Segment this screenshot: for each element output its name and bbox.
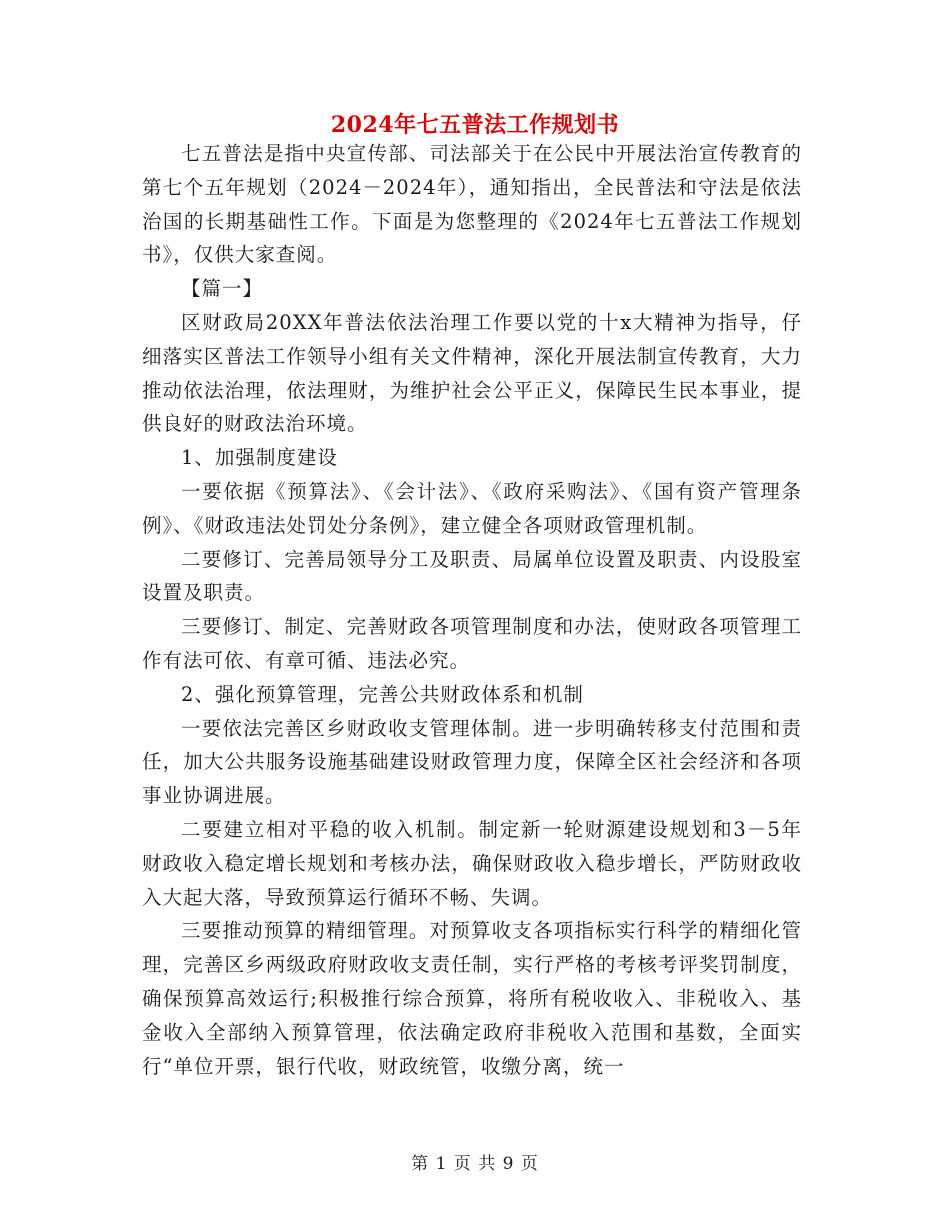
section-heading: 2、强化预算管理，完善公共财政体系和机制 xyxy=(181,682,584,706)
document-body xyxy=(142,137,802,1083)
body-paragraph: 一要依据《预算法》、《会计法》、《政府采购法》、《国有资产管理条例》、《财政违法处罚处分条例》，建立健全各项财政管理机制。 xyxy=(142,479,802,537)
body-paragraph: 三要推动预算的精细管理。对预算收支各项指标实行科学的精细化管理，完善区乡两级政府财政收支责任制，实行严格的考核考评奖罚制度，确保预算高效运行;积极推行综合预算，将所有税收收入、非税收入、基金收入全部纳入预算管理，依法确定政府非税收入范围和基数，全面实行“单位开票，银行代收，财政统管，收缴分离，统一 xyxy=(142,919,802,1078)
document-title: 2024年七五普法工作规划书 xyxy=(330,112,620,138)
body-paragraph: 一要依法完善区乡财政收支管理体制。进一步明确转移支付范围和责任，加大公共服务设施基础建设财政管理力度，保障全区社会经济和各项事业协调进展。 xyxy=(142,716,802,808)
body-paragraph: 三要修订、制定、完善财政各项管理制度和办法，使财政各项管理工作有法可依、有章可循、违法必究。 xyxy=(142,615,802,672)
body-paragraph: 区财政局20XX年普法依法治理工作要以党的十x大精神为指导，仔细落实区普法工作领导小组有关文件精神，深化开展法制宣传教育，大力推动依法治理，依法理财，为维护社会公平正义，保障民生民本事业，提供良好的财政法治环境。 xyxy=(142,310,802,436)
body-paragraph: 二要建立相对平稳的收入机制。制定新一轮财源建设规划和3－5年财政收入稳定增长规划和考核办法，确保财政收入稳步增长，严防财政收入大起大落，导致预算运行循环不畅、失调。 xyxy=(142,817,802,909)
page-number-footer: 第 1 页 共 9 页 xyxy=(411,1154,539,1174)
body-paragraph: 二要修订、完善局领导分工及职责、局属单位设置及职责、内设股室设置及职责。 xyxy=(142,547,802,605)
section-heading: 1、加强制度建设 xyxy=(181,446,338,470)
section-heading-part-one: 【篇一】 xyxy=(181,277,264,301)
intro-paragraph: 七五普法是指中央宣传部、司法部关于在公民中开展法治宣传教育的第七个五年规划（2024－2024年），通知指出，全民普法和守法是依法治国的长期基础性工作。下面是为您整理的《2024年七五普法工作规划书》，仅供大家查阅。 xyxy=(142,142,802,267)
